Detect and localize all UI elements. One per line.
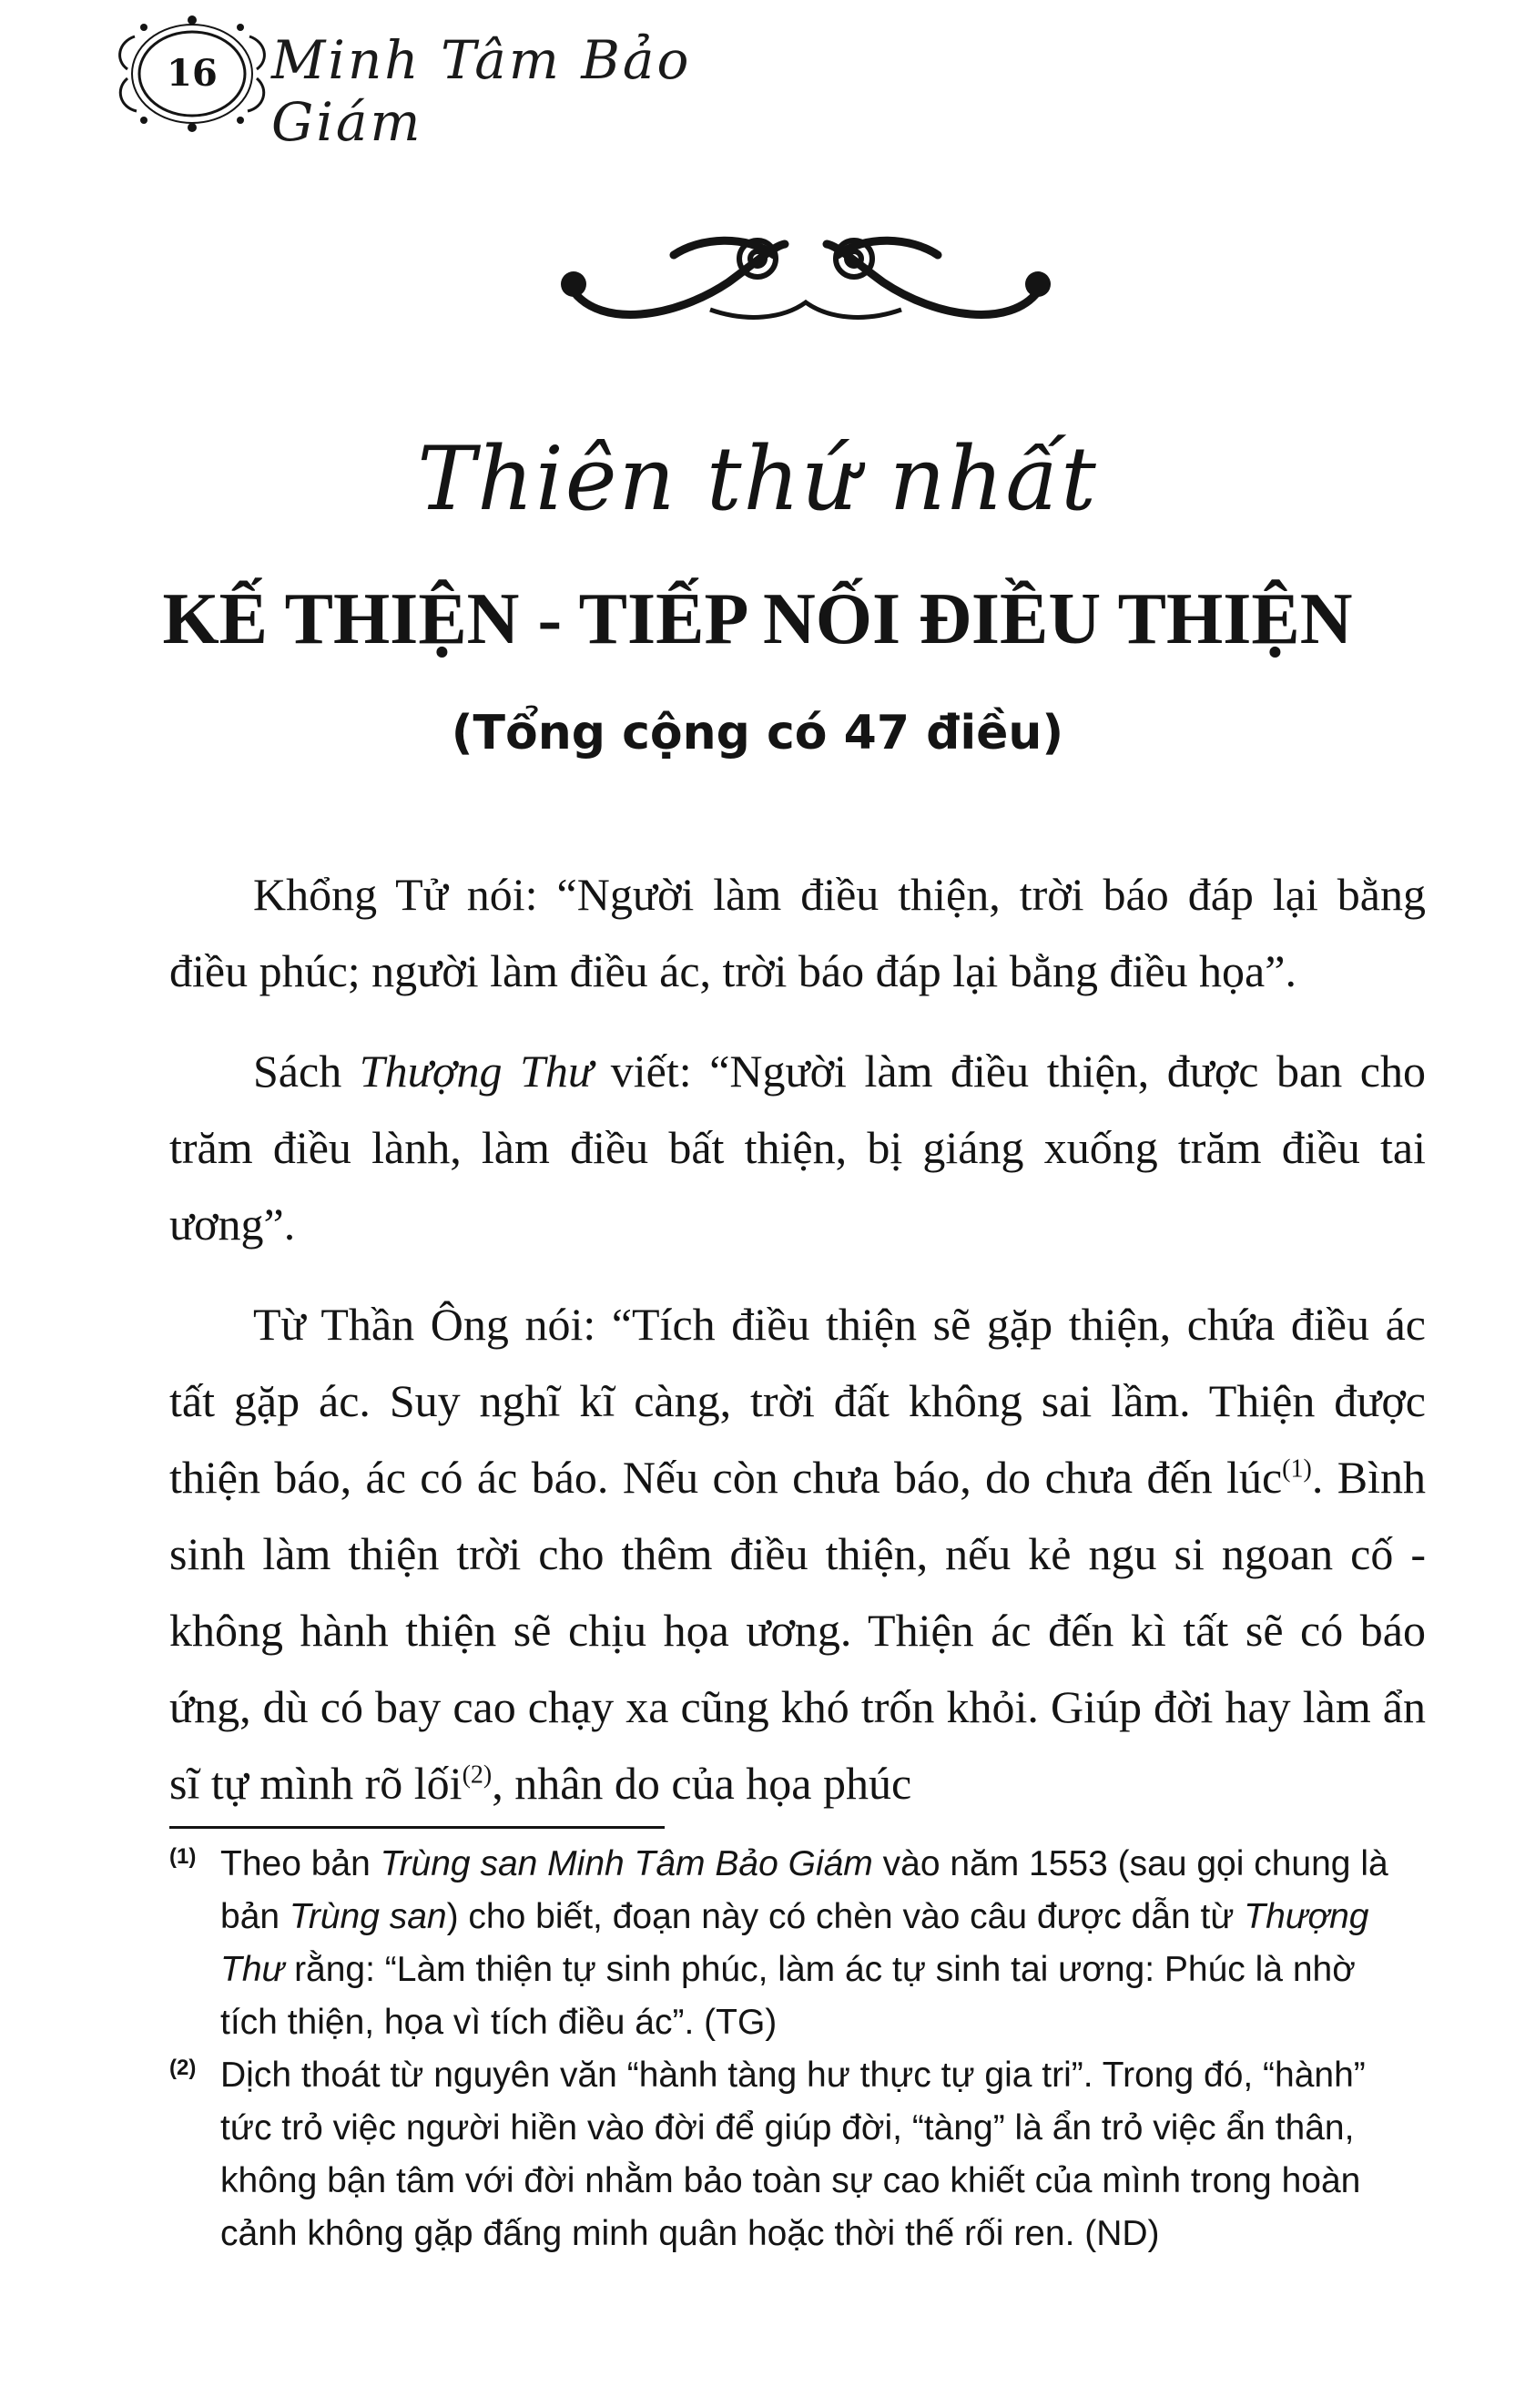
paragraph [169, 1286, 1426, 1821]
chapter-title: KẾ THIỆN - TIẾP NỐI ĐIỀU THIỆN [162, 579, 1353, 659]
footnotes [169, 1838, 1394, 2260]
footnote [169, 1838, 1394, 2049]
paragraph: Khổng Tử nói: “Người làm điều thiện, trời báo đáp lại bằng điều phúc; người làm điều ác, trời báo đáp lại bằng điều họa”. [169, 869, 1426, 996]
paragraph-text: . Bình sinh làm thiện trời cho thêm điều thiện, nếu kẻ ngu si ngoan cố - không hành thiện sẽ chịu họa ương. Thiện ác đến kì tất sẽ có báo ứng, dù có bay cao chạy xa cũng khó trốn khỏi. Giúp đời hay làm ẩn sĩ tự mình rõ lối [169, 1452, 1426, 1809]
running-header-title: Minh Tâm Bảo Giám [271, 29, 692, 153]
scroll-ornament-icon [546, 219, 1065, 337]
paragraph-text: , nhân do của họa phúc [492, 1758, 912, 1809]
body-text [169, 856, 1426, 1821]
footnote-reference: (1) [1282, 1454, 1312, 1484]
paragraph-text: Từ Thần Ông nói: “Tích điều thiện sẽ gặp thiện, chứa điều ác tất gặp ác. Suy nghĩ kĩ càng, trời đất không sai lầm. Thiện được thiện báo, ác có ác báo. Nếu còn chưa báo, do chưa đến lúc [169, 1299, 1426, 1503]
paragraph [169, 1033, 1426, 1262]
chapter-subtitle: (Tổng cộng có 47 điều) [451, 706, 1064, 760]
paragraph-text: Sách [253, 1046, 360, 1097]
page-number: 16 [167, 52, 218, 95]
footnote-text: Dịch thoát từ nguyên văn “hành tàng hư thực tự gia tri”. Trong đó, “hành” tức trỏ việc người hiền vào đời để giúp đời, “tàng” là ẩn trỏ việc ẩn thân, không bận tâm với đời nhằm bảo toàn sự cao khiết của mình trong hoàn cảnh không gặp đấng minh quân hoặc thời thế rối ren. (ND) [220, 2056, 1366, 2253]
footnote-italic: Thượng Thư [220, 1897, 1369, 1989]
footnote-italic: Trùng san [289, 1897, 447, 1936]
footnote-text: Theo bản [220, 1844, 381, 1883]
footnote-reference: (2) [462, 1760, 493, 1790]
footnote-text: ) cho biết, đoạn này có chèn vào câu được dẫn từ [446, 1897, 1245, 1936]
footnote-italic: Trùng san Minh Tâm Bảo Giám [380, 1844, 873, 1883]
footnote-text: vào năm 1553 (sau gọi chung là bản [220, 1844, 1388, 1936]
paragraph-text: viết: “Người làm điều thiện, được ban cho trăm điều lành, làm điều bất thiện, bị giáng xuống trăm điều tai ương”. [169, 1046, 1426, 1250]
footnote-text: rằng: “Làm thiện tự sinh phúc, làm ác tự sinh tai ương: Phúc là nhờ tích thiện, họa vì tích điều ác”. (TG) [220, 1950, 1356, 2042]
page-header [107, 5, 818, 153]
book-title-italic: Thượng Thư [359, 1046, 594, 1097]
footnote-divider [169, 1826, 665, 1829]
footnote [169, 2049, 1394, 2260]
footnote-marker: (1) [169, 1844, 197, 1869]
footnote-marker: (2) [169, 2056, 197, 2080]
chapter-label: Thiên thứ nhất [417, 428, 1098, 530]
